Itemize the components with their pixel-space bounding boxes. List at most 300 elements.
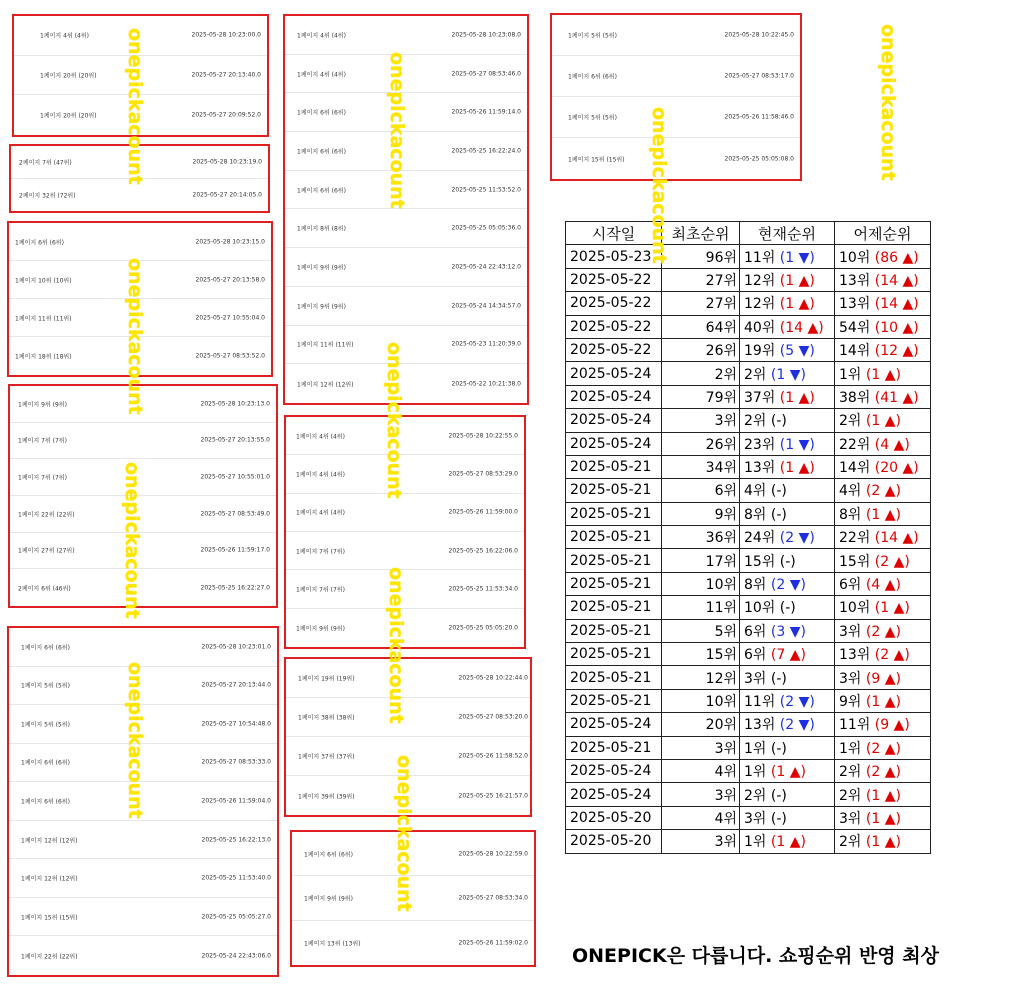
cell-first-rank: [662, 245, 740, 268]
current-change: (1 ▲): [779, 389, 815, 406]
current-change: (-): [770, 740, 787, 757]
current-rank: 12위: [744, 296, 776, 313]
first-rank: 12위: [705, 670, 737, 687]
first-rank: 4위: [714, 764, 737, 781]
header-start-date: 시작일: [566, 222, 662, 245]
history-page-rank: 1페이지 19위 (19위): [298, 675, 355, 683]
history-row: [9, 821, 277, 860]
rank-history-box: [7, 626, 279, 977]
cell-first-rank: [662, 736, 740, 759]
history-row: [286, 570, 524, 608]
history-row: [11, 146, 268, 179]
cell-current-rank: [740, 549, 835, 572]
header-yesterday-rank: 어제순위: [835, 222, 931, 245]
history-row: [285, 287, 527, 326]
history-page-rank: 2페이지 7위 (47위): [19, 159, 72, 167]
history-timestamp: 2025-05-25 05:05:08.0: [724, 155, 794, 162]
current-rank: 19위: [744, 343, 776, 360]
cell-start-date: [566, 689, 662, 712]
history-row: [286, 455, 524, 493]
cell-current-rank: [740, 830, 835, 853]
table-row: [566, 619, 931, 642]
start-date: 2025-05-21: [570, 669, 652, 686]
cell-first-rank: [662, 759, 740, 782]
current-rank: 37위: [744, 389, 776, 406]
first-rank: 9위: [714, 506, 737, 523]
cell-start-date: [566, 619, 662, 642]
history-row: [10, 496, 276, 533]
history-page-rank: 1페이지 7위 (7위): [18, 474, 67, 482]
start-date: 2025-05-21: [570, 693, 652, 709]
cell-first-rank: [662, 315, 740, 338]
current-change: (2 ▼): [779, 694, 815, 710]
current-rank: 6위: [744, 647, 767, 664]
history-page-rank: 1페이지 7위 (7위): [18, 437, 67, 445]
watermark-text: onepickacount: [386, 52, 408, 209]
current-rank: 6위: [744, 623, 767, 640]
rank-history-box: [283, 14, 529, 405]
cell-start-date: [566, 526, 662, 549]
cell-start-date: [566, 549, 662, 572]
history-row: [286, 659, 530, 698]
history-row: [285, 326, 527, 365]
history-timestamp: 2025-05-27 20:13:40.0: [191, 71, 261, 79]
yesterday-change: (1 ▲): [865, 787, 901, 804]
history-page-rank: 1페이지 12위 (12위): [21, 875, 78, 883]
watermark-text: onepickacount: [385, 567, 407, 724]
current-change: (-): [770, 787, 787, 804]
yesterday-rank: 11위: [839, 717, 871, 734]
yesterday-change: (1 ▲): [865, 366, 901, 383]
first-rank: 6위: [714, 483, 737, 500]
cell-yesterday-rank: [835, 572, 931, 595]
history-row: [285, 16, 527, 55]
current-change: (1 ▼): [779, 249, 815, 266]
start-date: 2025-05-22: [570, 342, 652, 359]
current-rank: 12위: [744, 272, 776, 289]
first-rank: 64위: [705, 319, 737, 336]
cell-yesterday-rank: [835, 549, 931, 572]
first-rank: 2위: [714, 366, 737, 383]
current-rank: 3위: [744, 670, 767, 687]
history-row: [9, 859, 277, 898]
yesterday-rank: 3위: [839, 670, 862, 687]
yesterday-rank: 2위: [839, 764, 862, 781]
cell-current-rank: [740, 526, 835, 549]
cell-first-rank: [662, 689, 740, 712]
yesterday-rank: 22위: [839, 530, 871, 547]
history-row: [9, 936, 277, 975]
yesterday-rank: 3위: [839, 810, 862, 827]
cell-first-rank: [662, 502, 740, 525]
first-rank: 3위: [714, 787, 737, 804]
cell-yesterday-rank: [835, 526, 931, 549]
current-change: (1 ▲): [779, 460, 815, 477]
table-row: [566, 736, 931, 759]
yesterday-change: (10 ▲): [874, 319, 919, 336]
history-row: [14, 16, 267, 56]
cell-first-rank: [662, 385, 740, 408]
history-timestamp: 2025-05-26 11:59:02.0: [458, 939, 528, 947]
table-row: [566, 666, 931, 689]
header-first-rank: 최초순위: [662, 222, 740, 245]
current-change: (2 ▼): [779, 717, 815, 734]
start-date: 2025-05-22: [570, 271, 652, 288]
table-row: [566, 713, 931, 736]
history-timestamp: 2025-05-25 16:22:27.0: [200, 584, 270, 592]
start-date: 2025-05-21: [570, 646, 652, 663]
rank-history-box: [12, 14, 269, 137]
cell-yesterday-rank: [835, 245, 931, 268]
history-page-rank: 1페이지 27위 (27위): [18, 547, 75, 555]
cell-current-rank: [740, 783, 835, 806]
cell-start-date: [566, 385, 662, 408]
current-change: (-): [779, 600, 796, 617]
cell-start-date: [566, 455, 662, 478]
table-row: [566, 432, 931, 455]
table-row: [566, 643, 931, 666]
yesterday-rank: 9위: [839, 694, 862, 710]
first-rank: 27위: [705, 272, 737, 289]
current-rank: 11위: [744, 249, 776, 266]
history-page-rank: 1페이지 39위 (39위): [298, 793, 355, 800]
history-timestamp: 2025-05-28 10:23:19.0: [192, 158, 262, 166]
history-row: [10, 569, 276, 606]
history-row: [286, 609, 524, 647]
cell-yesterday-rank: [835, 362, 931, 385]
history-timestamp: 2025-05-27 20:14:05.0: [192, 191, 262, 199]
current-rank: 11위: [744, 694, 776, 710]
table-row: [566, 783, 931, 806]
history-page-rank: 1페이지 6위 (6위): [304, 851, 353, 859]
current-change: (-): [779, 553, 796, 570]
cell-first-rank: [662, 619, 740, 642]
history-row: [552, 56, 800, 97]
current-rank: 2위: [744, 787, 767, 804]
yesterday-rank: 14위: [839, 343, 871, 360]
history-row: [9, 705, 277, 744]
cell-first-rank: [662, 783, 740, 806]
start-date: 2025-05-21: [570, 576, 652, 593]
history-row: [285, 93, 527, 132]
current-rank: 1위: [744, 740, 767, 757]
yesterday-change: (86 ▲): [874, 249, 919, 266]
history-page-rank: 1페이지 6위 (6위): [297, 148, 346, 156]
cell-first-rank: [662, 268, 740, 291]
cell-first-rank: [662, 713, 740, 736]
history-timestamp: 2025-05-26 11:58:52.0: [458, 752, 528, 760]
cell-first-rank: [662, 338, 740, 361]
current-change: (-): [770, 483, 787, 500]
table-row: [566, 549, 931, 572]
history-timestamp: 2025-05-25 16:21:57.0: [458, 792, 528, 799]
table-row: [566, 268, 931, 291]
history-page-rank: 1페이지 6위 (6위): [297, 109, 346, 117]
yesterday-change: (2 ▲): [865, 483, 901, 500]
current-change: (5 ▼): [779, 343, 815, 360]
cell-current-rank: [740, 479, 835, 502]
cell-yesterday-rank: [835, 292, 931, 315]
cell-current-rank: [740, 619, 835, 642]
history-page-rank: 1페이지 5위 (5위): [21, 682, 70, 690]
cell-current-rank: [740, 572, 835, 595]
table-row: [566, 338, 931, 361]
history-timestamp: 2025-05-27 08:53:34.0: [458, 894, 528, 902]
history-timestamp: 2025-05-27 08:53:17.0: [724, 72, 794, 80]
history-row: [10, 386, 276, 423]
cell-yesterday-rank: [835, 713, 931, 736]
history-row: [285, 55, 527, 94]
cell-start-date: [566, 596, 662, 619]
yesterday-rank: 14위: [839, 460, 871, 477]
cell-start-date: [566, 409, 662, 432]
start-date: 2025-05-24: [570, 412, 652, 429]
history-page-rank: 1페이지 6위 (6위): [21, 798, 70, 806]
history-timestamp: 2025-05-23 11:20:39.0: [451, 340, 521, 348]
history-page-rank: 1페이지 5위 (5위): [568, 32, 617, 40]
current-rank: 40위: [744, 319, 776, 336]
current-rank: 1위: [744, 834, 767, 851]
history-timestamp: 2025-05-26 11:59:00.0: [448, 508, 518, 516]
cell-current-rank: [740, 409, 835, 432]
current-change: (7 ▲): [770, 647, 806, 664]
history-page-rank: 1페이지 18위 (18위): [15, 353, 72, 361]
history-timestamp: 2025-05-26 11:59:04.0: [201, 797, 271, 805]
yesterday-change: (9 ▲): [865, 670, 901, 687]
history-timestamp: 2025-05-27 10:55:04.0: [195, 314, 265, 321]
current-change: (1 ▲): [779, 272, 815, 289]
history-timestamp: 2025-05-25 16:22:24.0: [451, 147, 521, 155]
cell-yesterday-rank: [835, 783, 931, 806]
watermark-text: onepickacount: [124, 28, 146, 185]
history-timestamp: 2025-05-24 22:43:06.0: [201, 952, 271, 960]
yesterday-rank: 6위: [839, 577, 862, 594]
current-change: (1 ▲): [770, 764, 806, 781]
cell-first-rank: [662, 666, 740, 689]
history-page-rank: 1페이지 12위 (12위): [297, 381, 354, 389]
footer-slogan: ONEPICK은 다릅니다. 쇼핑순위 반영 최상: [572, 945, 939, 967]
yesterday-change: (1 ▲): [874, 600, 910, 617]
cell-current-rank: [740, 432, 835, 455]
cell-current-rank: [740, 315, 835, 338]
current-change: (-): [770, 670, 787, 687]
cell-yesterday-rank: [835, 666, 931, 689]
history-row: [286, 532, 524, 570]
current-rank: 15위: [744, 553, 776, 570]
yesterday-rank: 2위: [839, 413, 862, 430]
watermark-text: onepickacount: [124, 258, 146, 415]
history-timestamp: 2025-05-27 20:13:44.0: [201, 681, 271, 689]
history-timestamp: 2025-05-27 08:53:49.0: [200, 510, 270, 518]
cell-current-rank: [740, 713, 835, 736]
current-rank: 1위: [744, 764, 767, 781]
cell-current-rank: [740, 736, 835, 759]
first-rank: 11위: [705, 600, 737, 617]
cell-current-rank: [740, 455, 835, 478]
header-current-rank: 현재순위: [740, 222, 835, 245]
yesterday-rank: 13위: [839, 296, 871, 313]
history-page-rank: 1페이지 11위 (11위): [15, 315, 72, 322]
cell-first-rank: [662, 643, 740, 666]
history-row: [292, 876, 534, 920]
yesterday-change: (1 ▲): [865, 413, 901, 430]
table-row: [566, 572, 931, 595]
cell-start-date: [566, 759, 662, 782]
history-timestamp: 2025-05-24 22:43:12.0: [451, 263, 521, 271]
cell-yesterday-rank: [835, 455, 931, 478]
cell-first-rank: [662, 362, 740, 385]
table-row: [566, 689, 931, 712]
rank-history-box: [550, 13, 802, 181]
cell-current-rank: [740, 806, 835, 829]
history-page-rank: 1페이지 9위 (9위): [304, 895, 353, 903]
history-page-rank: 1페이지 4위 (4위): [297, 71, 346, 79]
yesterday-change: (1 ▲): [865, 694, 901, 710]
yesterday-change: (20 ▲): [874, 460, 919, 477]
history-page-rank: 2페이지 32위 (72위): [19, 192, 76, 200]
history-row: [285, 364, 527, 403]
history-row: [10, 459, 276, 496]
yesterday-change: (41 ▲): [874, 389, 919, 406]
history-page-rank: 1페이지 22위 (22위): [21, 953, 78, 961]
cell-start-date: [566, 806, 662, 829]
history-timestamp: 2025-05-25 05:05:27.0: [201, 913, 271, 921]
history-page-rank: 1페이지 15위 (15위): [568, 156, 625, 163]
cell-current-rank: [740, 643, 835, 666]
cell-yesterday-rank: [835, 806, 931, 829]
yesterday-change: (14 ▲): [874, 296, 919, 313]
first-rank: 36위: [705, 530, 737, 547]
current-change: (-): [770, 506, 787, 523]
cell-yesterday-rank: [835, 479, 931, 502]
cell-current-rank: [740, 268, 835, 291]
history-row: [292, 921, 534, 965]
cell-current-rank: [740, 362, 835, 385]
history-timestamp: 2025-05-26 11:58:46.0: [724, 113, 794, 121]
current-rank: 2위: [744, 413, 767, 430]
table-row: [566, 759, 931, 782]
watermark-text: onepickacount: [393, 755, 415, 912]
history-page-rank: 1페이지 4위 (4위): [40, 32, 89, 40]
yesterday-rank: 10위: [839, 600, 871, 617]
yesterday-change: (2 ▲): [865, 740, 901, 757]
watermark-text: onepickacount: [877, 24, 899, 181]
first-rank: 5위: [714, 623, 737, 640]
current-change: (14 ▲): [779, 319, 824, 336]
history-timestamp: 2025-05-28 10:22:59.0: [458, 850, 528, 858]
first-rank: 20위: [705, 717, 737, 734]
cell-current-rank: [740, 245, 835, 268]
first-rank: 96위: [705, 249, 737, 266]
current-change: (2 ▼): [779, 530, 815, 547]
cell-yesterday-rank: [835, 268, 931, 291]
cell-start-date: [566, 666, 662, 689]
cell-start-date: [566, 479, 662, 502]
start-date: 2025-05-24: [570, 716, 652, 733]
history-timestamp: 2025-05-27 08:53:33.0: [201, 758, 271, 766]
history-page-rank: 1페이지 6위 (6위): [21, 759, 70, 767]
history-page-rank: 1페이지 6위 (6위): [568, 73, 617, 81]
current-change: (1 ▲): [770, 834, 806, 851]
yesterday-rank: 38위: [839, 389, 871, 406]
cell-first-rank: [662, 292, 740, 315]
current-rank: 23위: [744, 436, 776, 453]
watermark-text: onepickacount: [648, 107, 670, 264]
rank-history-box: [290, 830, 536, 967]
history-row: [286, 417, 524, 455]
history-page-rank: 2페이지 6위 (46위): [18, 585, 71, 593]
history-row: [14, 56, 267, 96]
cell-yesterday-rank: [835, 502, 931, 525]
history-row: [286, 494, 524, 532]
first-rank: 79위: [705, 389, 737, 406]
first-rank: 3위: [714, 834, 737, 851]
cell-yesterday-rank: [835, 315, 931, 338]
history-page-rank: 1페이지 4위 (4위): [296, 433, 345, 441]
current-change: (-): [770, 413, 787, 430]
rank-history-box: [284, 657, 532, 817]
cell-current-rank: [740, 292, 835, 315]
history-page-rank: 1페이지 9위 (9위): [297, 303, 346, 311]
history-timestamp: 2025-05-25 05:05:36.0: [451, 224, 521, 232]
table-row: [566, 409, 931, 432]
history-row: [9, 299, 271, 337]
cell-first-rank: [662, 572, 740, 595]
history-row: [552, 15, 800, 56]
start-date: 2025-05-21: [570, 622, 652, 639]
history-page-rank: 1페이지 12위 (12위): [21, 837, 78, 845]
first-rank: 34위: [705, 460, 737, 477]
history-timestamp: 2025-05-28 10:23:15.0: [195, 238, 265, 245]
cell-current-rank: [740, 502, 835, 525]
history-timestamp: 2025-05-27 08:53:52.0: [195, 352, 265, 360]
first-rank: 15위: [705, 647, 737, 664]
start-date: 2025-05-21: [570, 599, 652, 616]
history-row: [9, 261, 271, 299]
history-page-rank: 1페이지 20위 (20위): [40, 72, 97, 80]
watermark-text: onepickacount: [124, 662, 146, 819]
current-rank: 8위: [744, 577, 767, 594]
history-row: [552, 97, 800, 138]
start-date: 2025-05-21: [570, 552, 652, 569]
history-timestamp: 2025-05-25 11:53:52.0: [451, 186, 521, 194]
table-row: [566, 455, 931, 478]
start-date: 2025-05-24: [570, 786, 652, 803]
current-rank: 8위: [744, 506, 767, 523]
table-header-row: [566, 222, 931, 245]
history-row: [10, 533, 276, 570]
yesterday-change: (2 ▲): [865, 764, 901, 781]
history-page-rank: 1페이지 7위 (7위): [296, 586, 345, 594]
start-date: 2025-05-24: [570, 763, 652, 780]
start-date: 2025-05-21: [570, 505, 652, 522]
yesterday-rank: 13위: [839, 647, 871, 664]
start-date: 2025-05-20: [570, 833, 652, 850]
rank-history-box: [284, 415, 526, 649]
yesterday-rank: 54위: [839, 319, 871, 336]
table-row: [566, 596, 931, 619]
table-row: [566, 806, 931, 829]
history-page-rank: 1페이지 6위 (6위): [15, 239, 64, 246]
history-row: [9, 337, 271, 375]
current-rank: 13위: [744, 717, 776, 734]
history-timestamp: 2025-05-25 16:22:13.0: [201, 836, 271, 844]
cell-start-date: [566, 502, 662, 525]
yesterday-change: (1 ▲): [865, 810, 901, 827]
cell-current-rank: [740, 689, 835, 712]
history-timestamp: 2025-05-28 10:22:45.0: [724, 31, 794, 39]
history-timestamp: 2025-05-27 20:13:55.0: [200, 436, 270, 444]
